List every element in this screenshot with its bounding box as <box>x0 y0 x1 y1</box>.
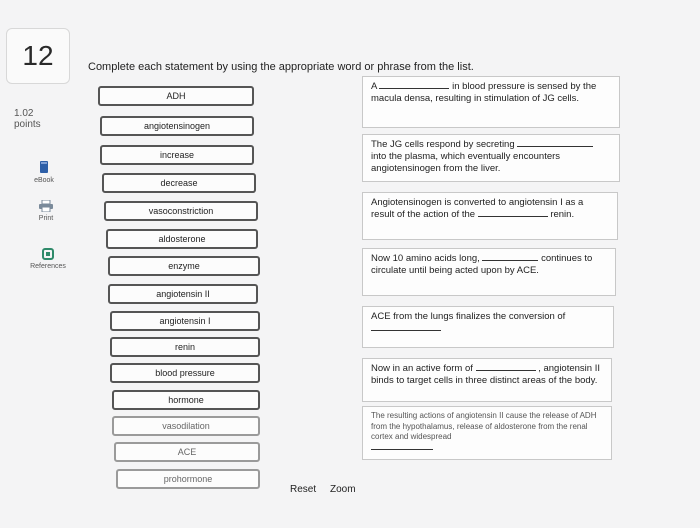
statement-6-text-a: Now in an active form of <box>371 363 473 374</box>
references-tool[interactable] <box>18 248 78 270</box>
word-tile[interactable]: vasodilation <box>112 416 260 436</box>
zoom-button[interactable]: Zoom <box>330 484 356 495</box>
word-tile[interactable]: ADH <box>98 86 254 106</box>
references-icon <box>42 248 54 260</box>
ebook-label: eBook <box>34 177 54 184</box>
statement-3-text-b: renin. <box>550 209 575 220</box>
statement-3-text-a: Angiotensinogen is converted to angiotensin I as a result of the action of the <box>371 197 584 220</box>
statement-7 <box>362 406 612 460</box>
ebook-tool[interactable] <box>14 160 74 184</box>
statement-3 <box>362 192 618 240</box>
statement-5 <box>362 306 614 348</box>
statement-7-text-a: The resulting actions of angiotensin II cause the release of ADH from the hypothalamus, release of aldosterone from the renal cortex and widespread <box>371 411 597 441</box>
statement-1-text-a: A <box>371 81 377 92</box>
statement-2 <box>362 134 620 182</box>
points-display <box>14 108 41 130</box>
statement-5-text-a: ACE from the lungs finalizes the conversion of <box>371 311 566 322</box>
word-tile[interactable]: hormone <box>112 390 260 410</box>
word-tile[interactable]: decrease <box>102 173 256 193</box>
statement-4-text-b: continues to circulate until being acted upon by ACE. <box>371 253 593 276</box>
answer-blank-3[interactable] <box>478 216 548 217</box>
word-tile[interactable]: enzyme <box>108 256 260 276</box>
answer-blank-5[interactable] <box>371 330 441 331</box>
statement-1-text-b: in blood pressure is sensed by the macula densa, resulting in stimulation of JG cells. <box>371 81 597 104</box>
statement-6-text-b: , angiotensin II binds to target cells in three distinct areas of the body. <box>371 363 600 386</box>
statement-4 <box>362 248 616 296</box>
word-tile[interactable]: angiotensin II <box>108 284 258 304</box>
word-tile[interactable]: angiotensinogen <box>100 116 254 136</box>
question-number: 12 <box>6 28 70 84</box>
print-label: Print <box>38 215 54 222</box>
answer-blank-6[interactable] <box>476 370 536 371</box>
statement-2-text-b: into the plasma, which eventually encounters angiotensinogen from the liver. <box>371 151 561 174</box>
word-tile[interactable]: blood pressure <box>110 363 260 383</box>
statement-2-text-a: The JG cells respond by secreting <box>371 139 515 150</box>
word-tile[interactable]: increase <box>100 145 254 165</box>
answer-blank-4[interactable] <box>482 260 538 261</box>
statement-4-text-a: Now 10 amino acids long, <box>371 253 480 264</box>
word-tile[interactable]: renin <box>110 337 260 357</box>
answer-blank-2[interactable] <box>517 146 593 147</box>
answer-blank-1[interactable] <box>379 88 449 89</box>
word-tile[interactable]: angiotensin I <box>110 311 260 331</box>
answer-blank-7[interactable] <box>371 449 433 450</box>
word-tile[interactable]: vasoconstriction <box>104 201 258 221</box>
printer-icon <box>39 200 53 212</box>
word-tile[interactable]: aldosterone <box>106 229 258 249</box>
instructions-text: Complete each statement by using the appropriate word or phrase from the list. <box>88 61 474 73</box>
book-icon <box>39 160 49 174</box>
print-tool[interactable] <box>16 200 76 222</box>
word-tile[interactable]: ACE <box>114 442 260 462</box>
references-label: References <box>30 263 66 270</box>
reset-button[interactable]: Reset <box>290 484 317 495</box>
word-tile[interactable]: prohormone <box>116 469 260 489</box>
points-label: points <box>14 119 41 130</box>
statement-1 <box>362 76 620 128</box>
statement-6 <box>362 358 612 402</box>
points-value: 1.02 <box>14 108 34 119</box>
